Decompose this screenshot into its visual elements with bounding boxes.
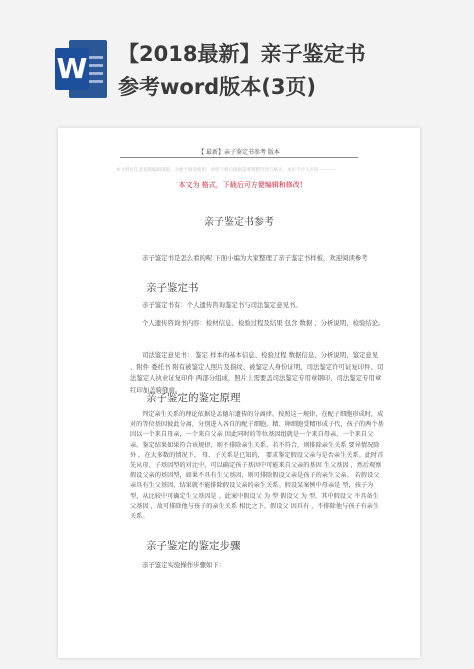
sec2-paragraph-1: 判定亲生关系的理论依据是孟德尔遗传的分离律。按照这一规律，在配子细胞形成时，成对的等位基因彼此分离，分别进入各自的配子细胞。精、卵细胞受精形成子代，孩子的两个基因以一个来自母亲，一个来自父亲 因此同时的等位基因组就是一个来自母亲，一个来自父亲。鉴定结果如果符合该规律，则不排除亲生关系，若不符合，则排除亲生关系 要异情况除外 。在大多数的情况下， 母、子关系是已知的， 要求鉴定假设父亲与是否亲生关系。此时首先从母、子基因型的对比中，可以确定孩子基因中可能来自父亲的基因 生父基因 ，然后观察假设父亲的基因型，如果不具有生父基因，则可排除假设父亲是孩子的亲生父亲。 若假设父亲具有生父基因，结果就不能排除假设父亲的亲生关系。假设某案例中母亲是 型，孩子为 型，从比较中可确定生父基因是 。此案中假设父 为 型 假设父 为 型，其中假设父 不具备生父基因 ，故可排除他与孩子的亲生关系 相比之下，假设父 因具有 ，不排除他与孩子有亲生关系。	[130, 411, 384, 521]
intro-paragraph: 亲子鉴定书是怎么看的呢 下面小编为大家整理了亲子鉴定书样板，欢迎阅读参考	[142, 254, 368, 262]
document-title: 亲子鉴定书参考	[204, 217, 274, 228]
running-header: 【 最新】亲子鉴定书参考 版本	[198, 149, 280, 156]
header-divider	[120, 157, 358, 158]
title-line-1: 【2018最新】亲子鉴定书	[118, 42, 366, 66]
sec1-paragraph-3: 司法鉴定意见书： 鉴定 样本的基本信息、检验过程 数据信息、分析说明、鉴定意见 、附件 委托书 附有被鉴定人照片及指纹、被鉴定人身份证明、司法鉴定许可证复印件、司法鉴定人执业证复印件 两部分组成，照片上需要盖司法鉴定专用章钢印、司法鉴定专用章红印加盖骑缝章。	[130, 351, 384, 394]
sec1-paragraph-1: 亲子鉴定书有：个人遗传咨询鉴定书与司法鉴定意见书。	[142, 301, 302, 309]
document-page	[58, 128, 420, 658]
title-line-2: 参考word版本(3页)	[118, 75, 317, 99]
sec3-paragraph-1: 亲子鉴定实验操作步骤如下：	[142, 561, 226, 569]
word-letter: W	[55, 48, 89, 90]
red-note: 本文为 格式，下载后可方便编辑和修改!	[178, 181, 303, 189]
section-heading-1: 亲子鉴定书	[146, 282, 199, 294]
sec1-paragraph-2: 个人遗传咨询书内容：检材信息、检验过程及结果 包含 数据 、分析说明、检验结论。	[142, 319, 385, 327]
section-heading-2: 亲子鉴定的鉴定原理	[146, 392, 241, 404]
word-icon	[55, 40, 107, 98]
page-title	[118, 38, 365, 104]
section-heading-3: 亲子鉴定的鉴定步骤	[146, 540, 241, 552]
gray-note: 本文档可任意复制编辑排版，为便于阅读使用，请您下载后根据需要调整内容与格式，本页不计入页码 ----------	[116, 168, 336, 173]
